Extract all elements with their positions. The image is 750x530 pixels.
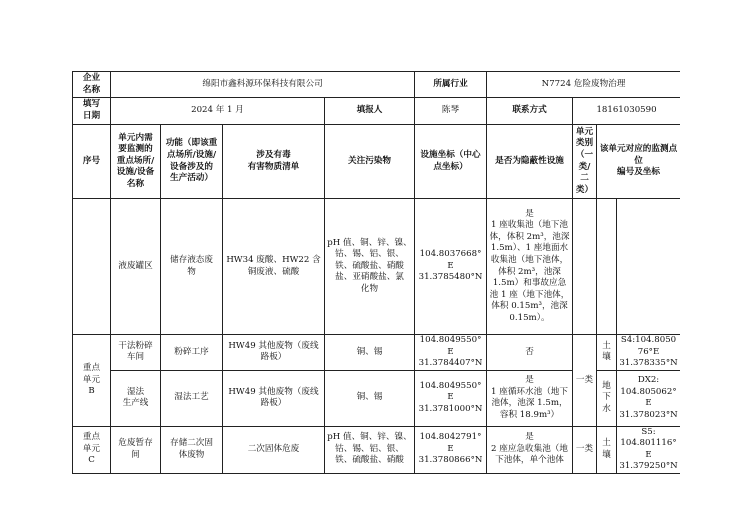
row-unit: 液废罐区	[111, 199, 161, 335]
row-medium: 地 下 水	[597, 370, 617, 426]
row-coords: 104.8037668°E 31.3785480°N	[415, 199, 487, 335]
col-seq: 序号	[73, 125, 111, 199]
row-seq: 重点 单元 C	[73, 426, 111, 473]
filler-value: 陈琴	[415, 98, 487, 125]
col-hidden: 是否为隐蔽性设施	[487, 125, 573, 199]
col-category: 单元 类别 （一 类/二 类）	[573, 125, 597, 199]
col-monitor: 该单元对应的监测点位 编号及坐标	[597, 125, 680, 199]
row-substances: 二次固体危废	[223, 426, 325, 473]
row-pollutants: pH 值、铜、锌、镍、 钴、锡、铝、银、 铁、硫酸盐、硝酸 盐、亚硝酸盐、氯 化物	[325, 199, 415, 335]
table-row	[73, 426, 681, 473]
row-coords: 104.8042791°E 31.3780866°N	[415, 426, 487, 473]
row-monitor	[617, 199, 680, 335]
row-medium: 土 壤	[597, 426, 617, 473]
row-category	[573, 199, 597, 335]
row-seq	[73, 199, 111, 335]
row-medium: 土 壤	[597, 335, 617, 371]
row-hidden: 是 2 座应急收集池（地 下池体，单个池体	[487, 426, 573, 473]
row-unit: 干法粉碎 车间	[111, 335, 161, 371]
row-function: 储存液态废 物	[161, 199, 223, 335]
row-hidden: 否	[487, 335, 573, 371]
row-substances: HW34 废酸、HW22 含 铜废液、硫酸	[223, 199, 325, 335]
row-category: 一类	[573, 426, 597, 473]
col-substances: 涉及有毒 有害物质清单	[223, 125, 325, 199]
company-row	[73, 72, 681, 98]
document-page	[72, 71, 680, 530]
row-medium	[597, 199, 617, 335]
row-monitor: S4:104.805076°E 31.378335°N	[617, 335, 680, 371]
row-function: 存储二次固 体废物	[161, 426, 223, 473]
fill-date-label: 填写 日期	[73, 98, 111, 125]
row-hidden: 是 1 座循环水池（地下 池体，池深 1.5m， 容积 18.9m³）	[487, 370, 573, 426]
col-unit: 单元内需 要监测的 重点场所/ 设施/设备 名称	[111, 125, 161, 199]
row-monitor: DX2: 104.805062°E 31.378023°N	[617, 370, 680, 426]
industry-label: 所属行业	[415, 72, 487, 98]
date-row	[73, 98, 681, 125]
row-pollutants: 铜、锡	[325, 335, 415, 371]
row-unit: 危废暂存 间	[111, 426, 161, 473]
row-function: 湿法工艺	[161, 370, 223, 426]
filler-label: 填报人	[325, 98, 415, 125]
industry-value: N7724 危险废物治理	[487, 72, 680, 98]
column-header-row	[73, 125, 681, 199]
table-row	[73, 335, 681, 371]
monitoring-table	[72, 71, 680, 474]
row-monitor: S5: 104.801116°E 31.379250°N	[617, 426, 680, 473]
contact-label: 联系方式	[487, 98, 573, 125]
contact-value: 18161030590	[573, 98, 680, 125]
row-category: 一类	[573, 335, 597, 427]
company-label: 企业 名称	[73, 72, 111, 98]
row-coords: 104.8049550°E 31.3781000°N	[415, 370, 487, 426]
row-pollutants: 铜、锡	[325, 370, 415, 426]
row-coords: 104.8049550°E 31.3784407°N	[415, 335, 487, 371]
col-pollutants: 关注污染物	[325, 125, 415, 199]
row-pollutants: pH 值、铜、锌、镍、 钴、锡、铝、银、 铁、硫酸盐、硝酸	[325, 426, 415, 473]
table-row	[73, 199, 681, 335]
row-unit: 湿法 生产线	[111, 370, 161, 426]
row-seq: 重点 单元 B	[73, 335, 111, 427]
col-coords: 设施坐标（中心 点坐标）	[415, 125, 487, 199]
fill-date-value: 2024 年 1 月	[111, 98, 325, 125]
row-hidden: 是 1 座收集池（地下池 体，体积 2m³，池深 1.5m）、1 座地面水 收集池（地下池体， 体积 2m³，池深 1.5m）和事故应急 池 1 座（地下池体， 体积 0.15m³，池深 0.15m）。	[487, 199, 573, 335]
company-name: 绵阳市鑫科源环保科技有限公司	[111, 72, 415, 98]
row-substances: HW49 其他废物（废线 路板）	[223, 370, 325, 426]
col-function: 功能（即该重 点场所/设施/ 设备涉及的 生产活动）	[161, 125, 223, 199]
row-function: 粉碎工序	[161, 335, 223, 371]
row-substances: HW49 其他废物（废线 路板）	[223, 335, 325, 371]
